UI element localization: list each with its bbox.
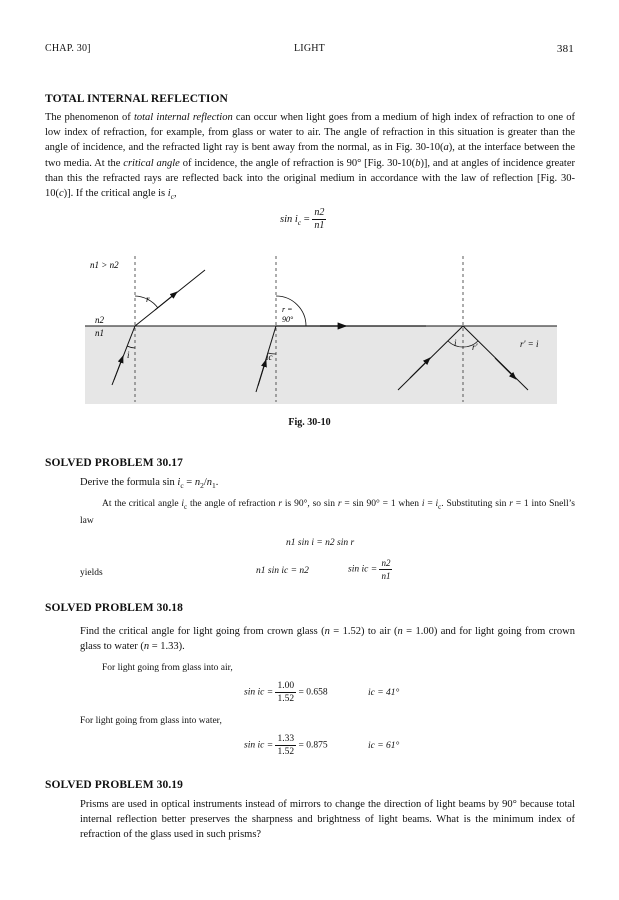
refracted-arrow-a — [155, 292, 177, 310]
snells-law-equation: n1 sin i = n2 sin r — [286, 538, 355, 548]
tir-paragraph: The phenomenon of total internal reflection can occur when light goes from a medium of high index of refraction to one of low index of refraction, for example, from glass or water to air. The angle of refraction in this situation is greater than the angle of incidence, and the refracted light ray is bent away from the normal, as in Fig. 30-10(a), at the interface between the two media. At the critical angle of incidence, the angle of refraction is 90° [Fig. 30-10(b)], and at angles of incidence greater than this the refracted rays are reflected back into the original medium in accordance with the law of reflection [Fig. 30-10(c)]. If the critical angle is $i_c$, — [45, 112, 576, 202]
problem-30-17-solution: At the critical angle $i_c$ the angle of refraction r is 90°, so sin r = sin 90° = 1 when $i = i_c$. Substituting sin r = 1 into Snell’s law — [80, 499, 575, 526]
yields-label: yields — [80, 568, 103, 578]
water-critical-angle-equation: sin ic = $\frac{1.33}{1.52}$ = 0.875 ic = 61° — [244, 734, 400, 757]
problem-30-18-statement: Find the critical angle for light going from crown glass (n = 1.52) to air (n = 1.00) and for light going from crown glass to water (n = 1.33). — [80, 626, 575, 653]
problem-30-17-heading: SOLVED PROBLEM 30.17 — [45, 457, 184, 469]
label-ic: ic — [266, 352, 273, 362]
label-r: r — [146, 294, 150, 304]
air-critical-angle-equation: sin ic = $\frac{1.00}{1.52}$ = 0.658 ic = 41° — [244, 681, 400, 704]
water-case-intro: For light going from glass into water, — [80, 716, 222, 726]
label-n2: n2 — [95, 315, 104, 325]
label-r-prime: r' — [472, 342, 478, 352]
critical-angle-equation: $\sin i_c$ = $\frac{n2}{n1}$ — [280, 207, 325, 231]
running-header-chapter: CHAP. 30] — [45, 43, 91, 54]
problem-30-17-statement: Derive the formula $\sin i_c = n_2/n_1$. — [80, 477, 219, 491]
figure-30-10 — [80, 250, 560, 410]
label-90-deg: 90° — [282, 315, 294, 324]
label-n1-gt-n2: n1 > n2 — [90, 260, 119, 270]
page-number: 381 — [556, 43, 574, 55]
result-equation-1: n1 sin ic = n2 — [256, 566, 309, 576]
label-n1: n1 — [95, 328, 104, 338]
section-heading-tir: TOTAL INTERNAL REFLECTION — [45, 93, 228, 105]
glass-medium — [85, 326, 557, 404]
problem-30-18-heading: SOLVED PROBLEM 30.18 — [45, 602, 184, 614]
label-i-c: i — [454, 338, 457, 348]
result-equation-2: sin ic = $\frac{n2}{n1}$ — [348, 558, 391, 581]
label-r-eq: r = — [282, 305, 293, 314]
problem-30-19-heading: SOLVED PROBLEM 30.19 — [45, 779, 184, 791]
label-i: i — [127, 350, 130, 360]
running-header-title: LIGHT — [294, 43, 325, 54]
label-r-prime-eq-i: r' = i — [520, 339, 539, 349]
air-case-intro: For light going from glass into air, — [102, 663, 233, 673]
figure-caption: Fig. 30-10 — [288, 417, 331, 428]
problem-30-19-statement: Prisms are used in optical instruments instead of mirrors to change the direction of light beams by 90° because total internal reflection better preserves the sharpness and brightness of light beams. What is the minimum index of refraction of the glass used in such prisms? — [80, 799, 575, 841]
